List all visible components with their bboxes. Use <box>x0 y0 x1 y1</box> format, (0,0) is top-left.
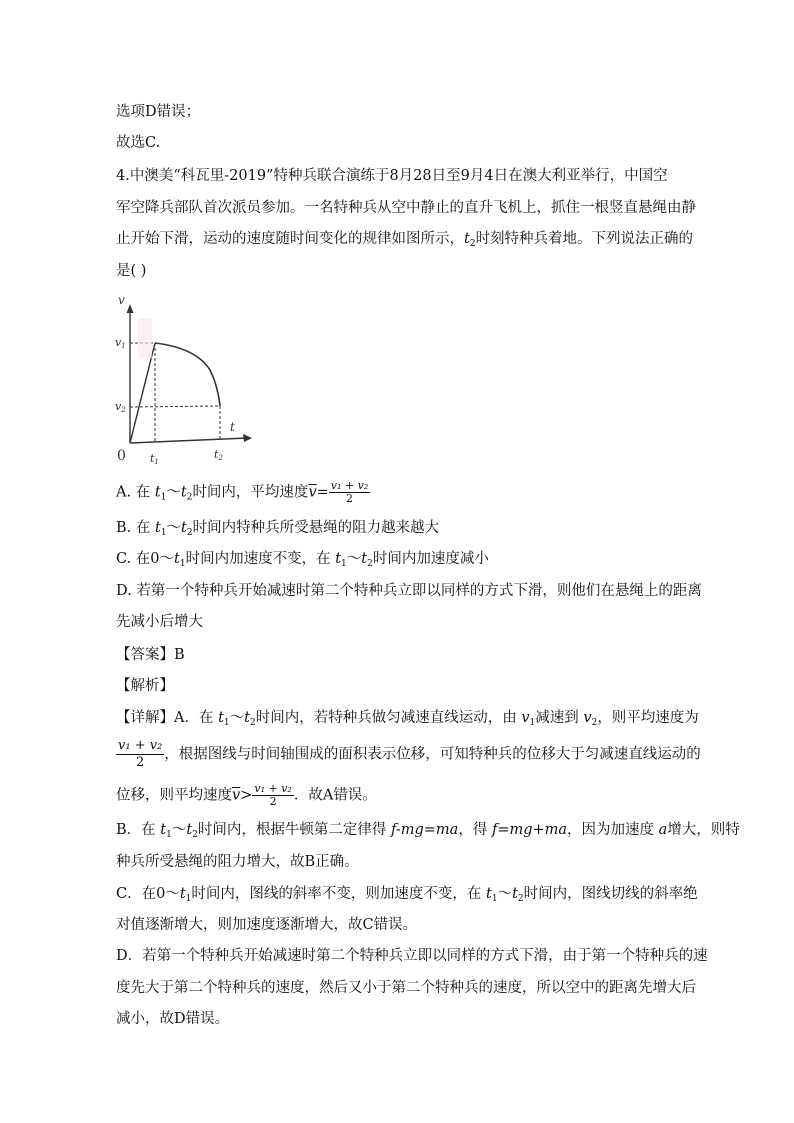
question-4-line: 军空降兵部队首次派员参加。一名特种兵从空中静止的直升飞机上，抓住一根竖直悬绳由静 <box>116 200 696 216</box>
option-d: 先减小后增大 <box>116 614 203 630</box>
detail-line: 位移，则平均速度$\overline{v}>$ $\frac{\text{v₁ + v₂}}{2}$ ．故A错误。 <box>116 782 377 808</box>
formula-fraction: $\frac{\text{v₁ + v₂}}{2}$ <box>254 782 292 808</box>
v1-label: v1 <box>115 336 126 350</box>
answer: 【答案】B <box>116 647 185 663</box>
detail-line: C．在$0\sim t_1$时间内，图线的斜率不变，则加速度不变，在 $t_1\sim t_2$时间内，图线切线的斜率绝 <box>116 886 698 904</box>
t-axis <box>130 438 248 443</box>
detail-line: D．若第一个特种兵开始减速时第二个特种兵立即以同样的方式下滑，由于第一个特种兵的速 <box>116 948 708 964</box>
detail-line: 对值逐渐增大，则加速度逐渐增大，故C错误。 <box>116 917 418 933</box>
question-4-line: 4.中澳美“科瓦里-2019”特种兵联合演练于8月28日至9月4日在澳大利亚举行，中国空 <box>116 168 668 184</box>
formula-fraction: $\frac{\text{v₁ + v₂}}{2}$ <box>118 738 163 770</box>
detail-line: 度先大于第二个特种兵的速度，然后又小于第二个特种兵的速度，所以空中的距离先增大后 <box>116 980 696 996</box>
t1-label: t1 <box>150 452 159 466</box>
decel-curve <box>155 343 220 406</box>
question-4-line: 止开始下滑，运动的速度随时间变化的规律如图所示，$t_2$时刻特种兵着地。下列说法正确的 <box>116 231 694 249</box>
option-d: D. 若第一个特种兵开始减速时第二个特种兵立即以同样的方式下滑，则他们在悬绳上的距离 <box>116 583 702 599</box>
question-4-line: 是( ) <box>116 263 147 279</box>
t-axis-label: t <box>230 420 235 434</box>
origin-label: 0 <box>117 448 126 464</box>
velocity-time-graph <box>110 288 260 468</box>
option-b: B. 在 $t_1\sim t_2$时间内特种兵所受悬绳的阻力越来越大 <box>116 520 440 538</box>
v-axis-label: v <box>118 293 125 307</box>
option-c: C. 在$0\sim t_1$时间内加速度不变，在 $t_1\sim t_2$时间内加速度减小 <box>116 551 489 569</box>
t-axis-arrow <box>243 434 252 442</box>
analysis-heading: 【解析】 <box>116 678 174 694</box>
v-axis-arrow <box>127 304 134 313</box>
formula-fraction: $\frac{\text{v₁ + v₂}}{2}$ <box>330 479 369 505</box>
text-line: 选项D错误； <box>116 104 201 120</box>
option-a: A. 在 $t_1\sim t_2$时间内，平均速度$\overline{v}=$ $\frac{\text{v₁ + v₂}}{2}$ <box>116 479 369 505</box>
detail-line: 【详解】A．在 $t_1\sim t_2$时间内，若特种兵做匀减速直线运动，由 $v_1$减速到 $v_2$，则平均速度为 <box>116 710 699 728</box>
detail-line: 种兵所受悬绳的阻力增大，故B正确。 <box>116 854 359 870</box>
detail-line: $\frac{\text{v₁ + v₂}}{2}$ ，根据图线与时间轴围成的面积表示位移，可知特种兵的位移大于匀减速直线运动的 <box>118 738 701 770</box>
v2-label: v2 <box>115 400 126 414</box>
t2-label: t2 <box>214 448 223 462</box>
detail-line: 减小，故D错误。 <box>116 1011 230 1027</box>
faint-mark <box>138 318 152 358</box>
text-line: 故选C. <box>116 135 161 151</box>
detail-line: B．在 $t_1\sim t_2$时间内，根据牛顿第二定律得 f-mg=ma，得 f=mg+ma，因为加速度 a增大，则特 <box>116 822 740 840</box>
v2-dash <box>130 406 220 407</box>
